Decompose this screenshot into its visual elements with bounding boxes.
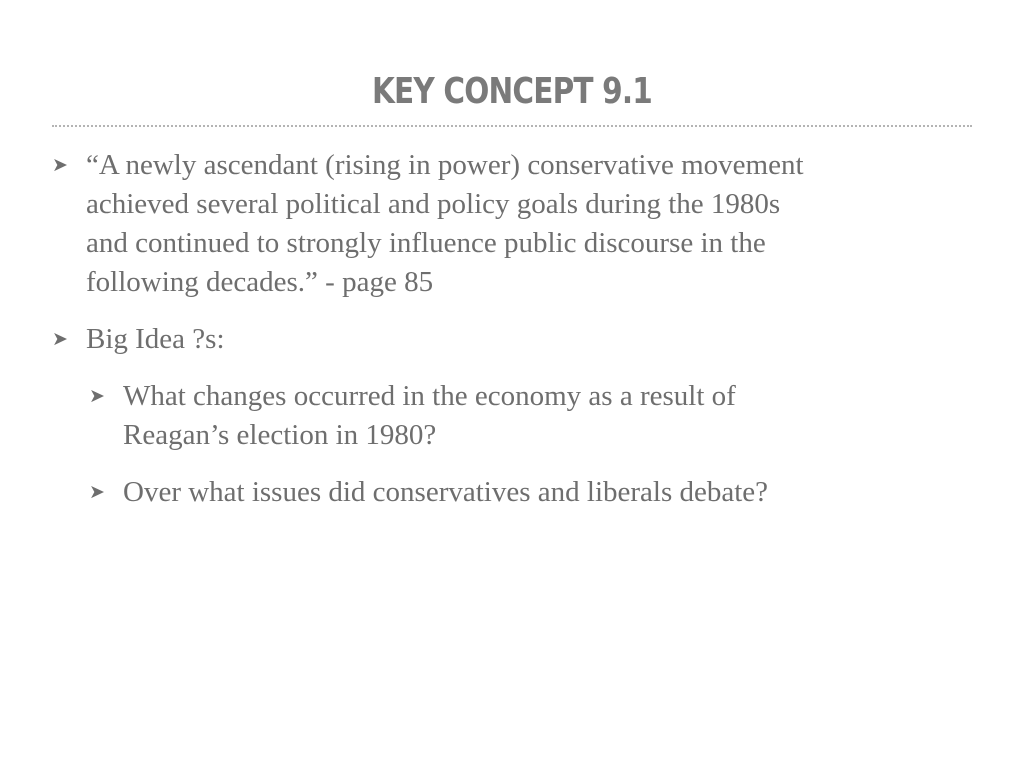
sub-bullet-debate-question: [0, 473, 1024, 512]
arrowhead-bullet-icon: ➤: [89, 386, 105, 407]
arrowhead-bullet-icon: ➤: [52, 329, 68, 350]
sub-bullet-economy-question: [0, 377, 1024, 455]
sub-bullet-line: Over what issues did conservatives and liberals debate?: [123, 476, 769, 508]
spacer: [0, 359, 1024, 377]
bullet-big-idea: [0, 320, 1024, 359]
bullet-quote-line: and continued to strongly influence public discourse in the: [86, 227, 766, 259]
bullet-quote-line: achieved several political and policy goals during the 1980s: [86, 188, 781, 220]
title-divider: [52, 125, 972, 127]
bullet-quote-line: following decades.” - page 85: [86, 266, 434, 298]
sub-bullet-line: What changes occurred in the economy as a result of: [123, 380, 736, 412]
bullet-big-idea-line: Big Idea ?s:: [86, 323, 225, 355]
spacer: [0, 455, 1024, 473]
bullet-list: [0, 146, 1024, 512]
slide-title: KEY CONCEPT 9.1: [371, 71, 653, 112]
bullet-quote-line: “A newly ascendant (rising in power) conservative movement: [86, 149, 804, 181]
spacer: [0, 302, 1024, 320]
bullet-quote: [0, 146, 1024, 302]
arrowhead-bullet-icon: ➤: [89, 482, 105, 503]
sub-bullet-line: Reagan’s election in 1980?: [123, 419, 437, 451]
arrowhead-bullet-icon: ➤: [52, 155, 68, 176]
